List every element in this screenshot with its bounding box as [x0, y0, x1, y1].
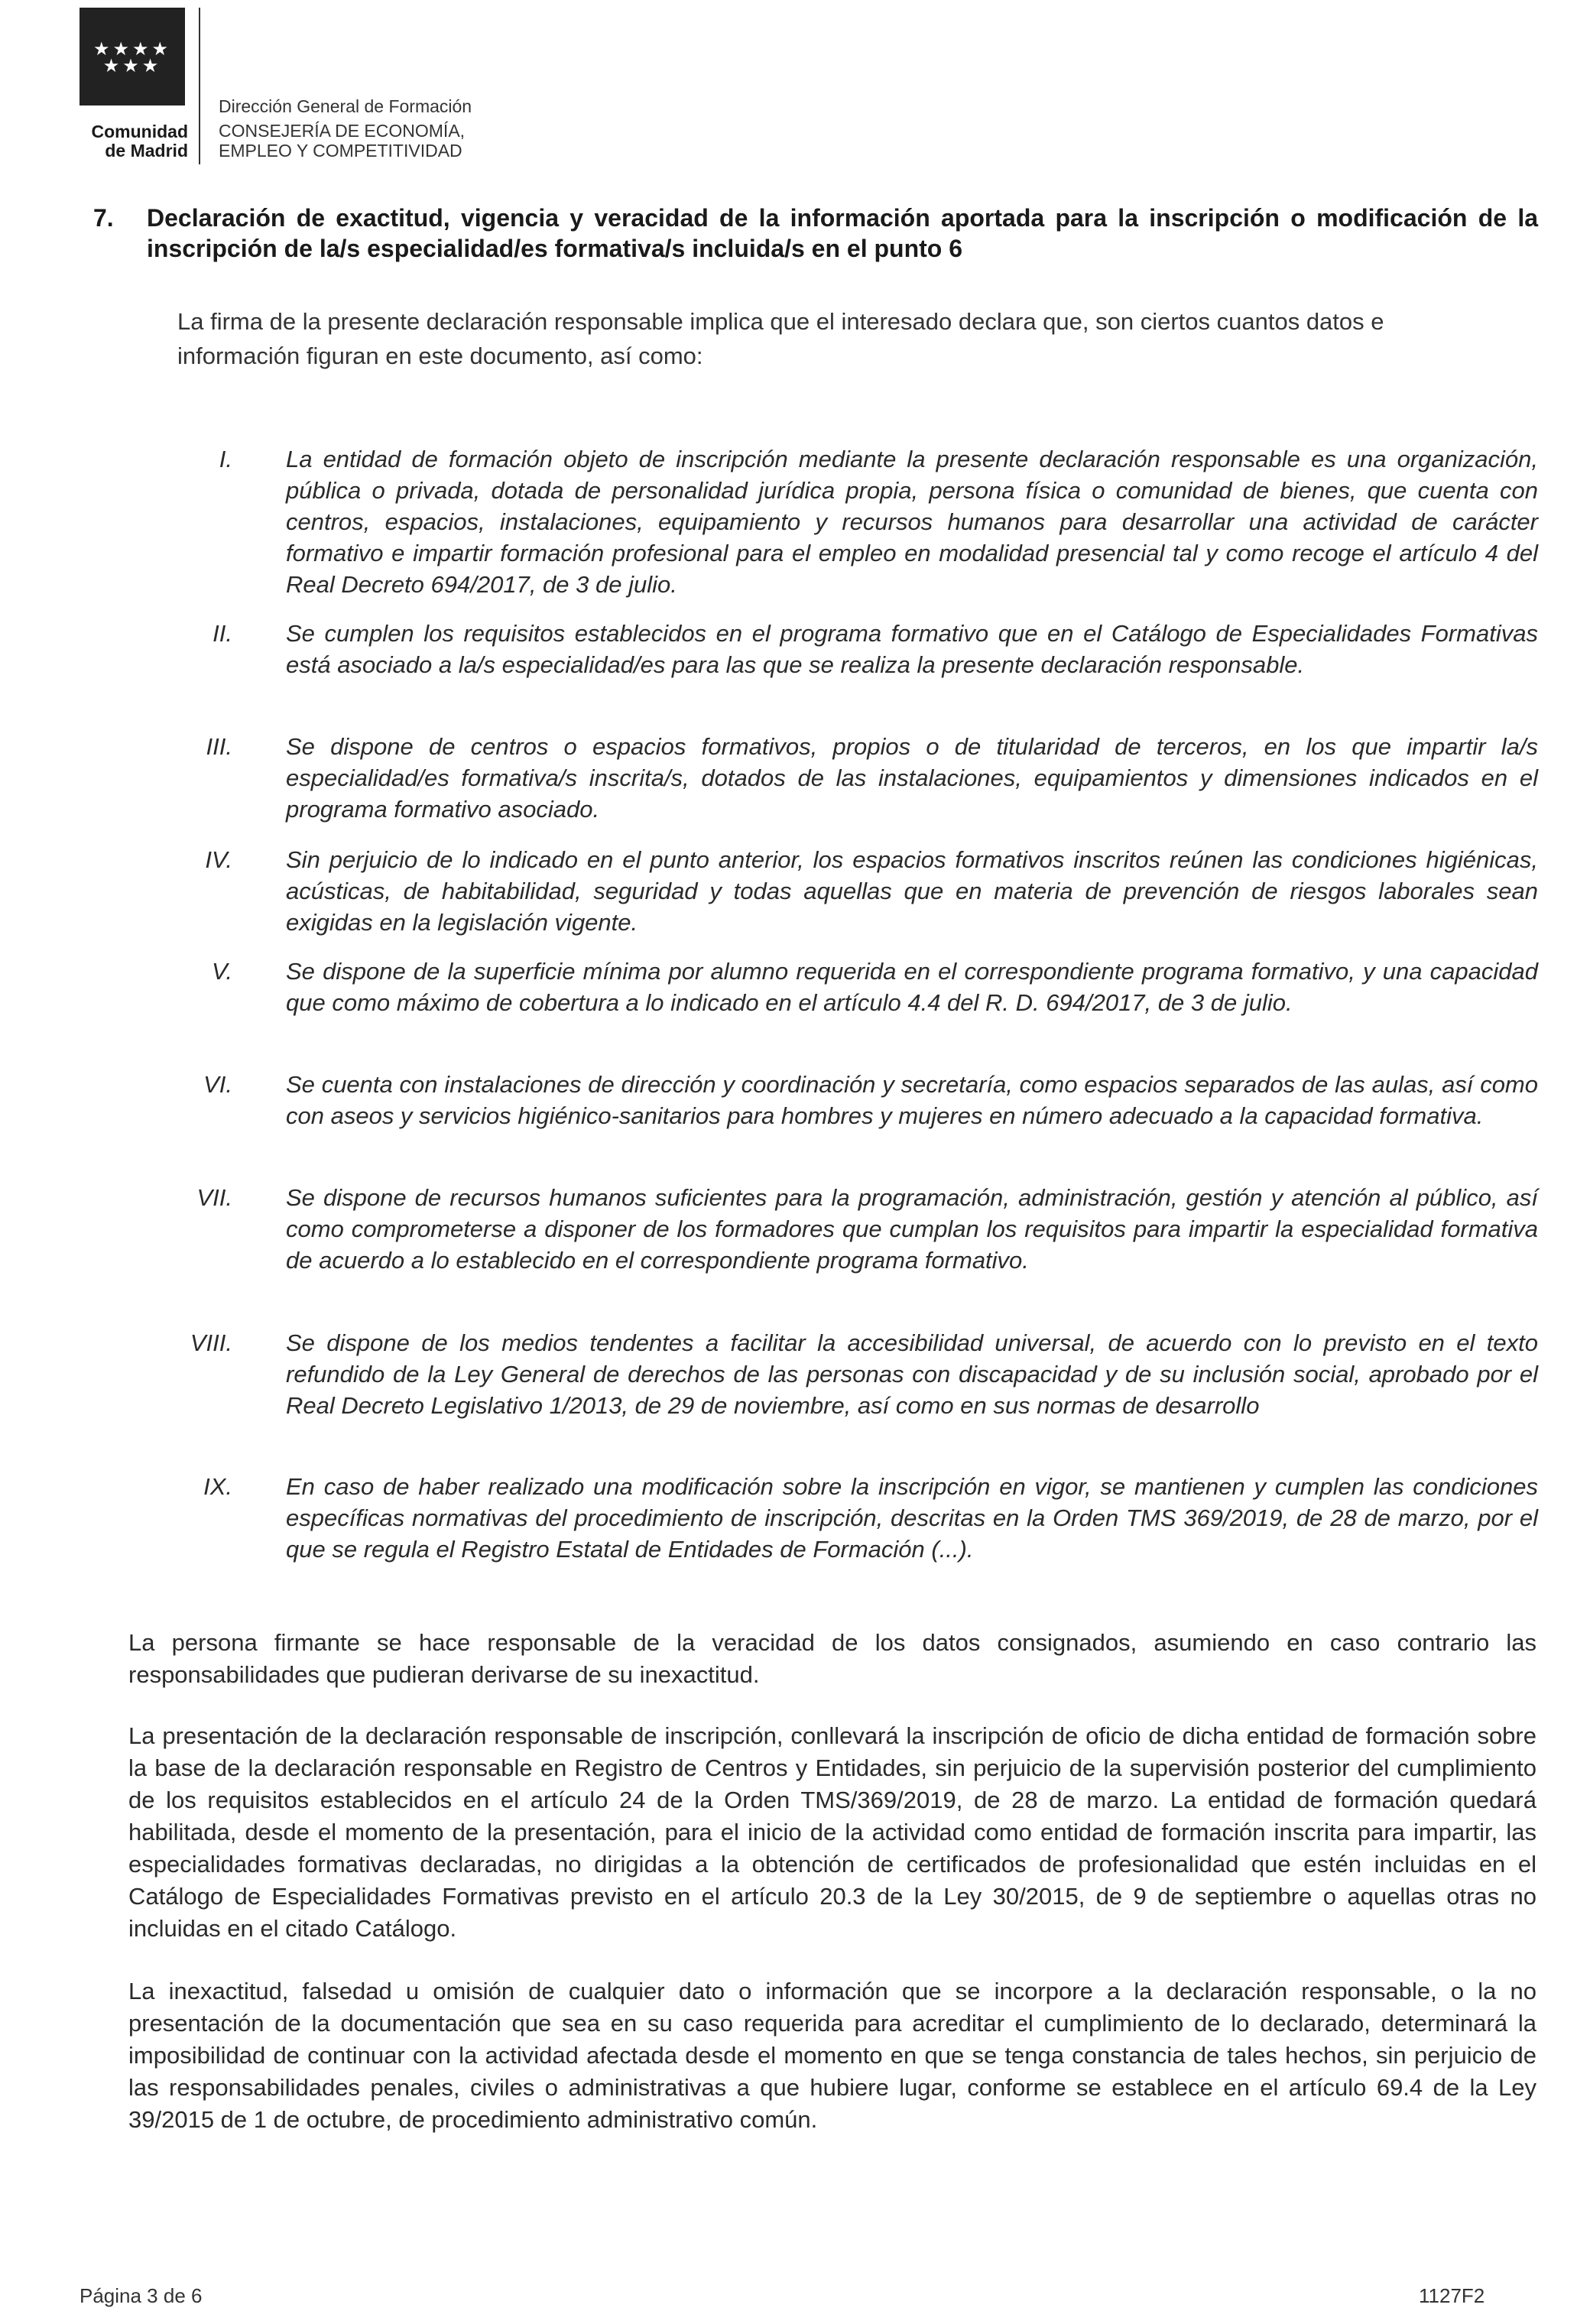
item-text: Sin perjuicio de lo indicado en el punto anterior, los espacios formativos inscritos reúnen las condiciones higiénicas, acústicas, de habitabilidad, seguridad y todas aquellas que en materia de prevención de riesgos laborales sean exigidas en la legislación vigente. [286, 846, 1538, 936]
stars-icon: ★★★★ ★★★ [92, 39, 172, 76]
item-text: En caso de haber realizado una modificación sobre la inscripción en vigor, se mantienen y cumplen las condiciones específicas normativas del procedimiento de inscripción, descritas en la Orden TMS 369/2019, de 28 de marzo, por el que se regula el Registro Estatal de Entidades de Formación (...). [286, 1473, 1538, 1563]
comunidad-madrid-logo [80, 8, 185, 105]
item-text: Se dispone de la superficie mínima por alumno requerida en el correspondiente programa formativo, y una capacidad que como máximo de cobertura a lo indicado en el artículo 4.4 del R. D. 694/2017, de 3 de julio. [286, 958, 1538, 1016]
item-numeral: VI. [203, 1071, 232, 1098]
section-heading [93, 203, 1538, 264]
paragraph-responsibility: La persona firmante se hace responsable de la veracidad de los datos consignados, asumiendo en caso contrario las responsabilidades que pudieran derivarse de su inexactitud. [128, 1629, 1536, 1688]
list-item [177, 443, 1538, 600]
item-numeral: III. [206, 733, 232, 760]
intro-text: La firma de la presente declaración responsable implica que el interesado declara que, son ciertos cuantos datos e información figuran en este documento, así como: [177, 308, 1384, 369]
brand-line-1: Comunidad [91, 122, 188, 141]
list-item [177, 1182, 1538, 1276]
list-item [177, 1327, 1538, 1421]
page-number: Página 3 de 6 [80, 2284, 203, 2307]
item-numeral: VII. [196, 1184, 232, 1211]
org-directorate: Dirección General de Formación [219, 96, 472, 116]
organization-block [219, 96, 472, 161]
header-divider [199, 8, 200, 164]
item-text: La entidad de formación objeto de inscripción mediante la presente declaración responsable es una organización, pública o privada, dotada de personalidad jurídica propia, persona física o comunidad de bienes, que cuenta con centros, espacios, instalaciones, equipamiento y recursos humanos para desarrollar una actividad de carácter formativo e impartir formación profesional para el empleo en modalidad presencial tal y como recoge el artículo 4 del Real Decreto 694/2017, de 3 de julio. [286, 446, 1538, 598]
item-text: Se dispone de centros o espacios formativos, propios o de titularidad de terceros, en los que impartir la/s especialidad/es formativa/s inscrita/s, dotados de las instalaciones, equipamientos y dimensiones indicados en el programa formativo asociado. [286, 733, 1538, 823]
form-code: 1127F2 [1419, 2284, 1485, 2307]
list-item [177, 844, 1538, 938]
list-item [177, 618, 1538, 680]
brand-name [80, 122, 188, 161]
paragraph-registration: La presentación de la declaración responsable de inscripción, conllevará la inscripción de oficio de dicha entidad de formación sobre la base de la declaración responsable en Registro de Centros y Entidades, sin perjuicio de la supervisión posterior del cumplimiento de los requisitos establecidos en el artículo 24 de la Orden TMS/369/2019, de 28 de marzo. La entidad de formación quedará habilitada, desde el momento de la presentación, para el inicio de la actividad como entidad de formación inscrita para impartir, las especialidades formativas declaradas, no dirigidas a la obtención de certificados de profesionalidad que estén incluidas en el Catálogo de Especialidades Formativas previsto en el artículo 20.3 de la Ley 30/2015, de 9 de septiembre o aquellas otras no incluidas en el citado Catálogo. [128, 1722, 1536, 1942]
org-ministry-line-1: CONSEJERÍA DE ECONOMÍA, [219, 121, 466, 141]
list-item [177, 1069, 1538, 1131]
item-numeral: I. [219, 446, 232, 472]
item-numeral: V. [212, 958, 232, 985]
item-numeral: II. [213, 620, 232, 647]
list-item [177, 956, 1538, 1018]
item-text: Se cuenta con instalaciones de dirección y coordinación y secretaría, como espacios separados de las aulas, así como con aseos y servicios higiénico-sanitarios para hombres y mujeres en número adecuado a la capacidad formativa. [286, 1071, 1538, 1129]
section-number: 7. [93, 204, 114, 232]
org-ministry-line-2: EMPLEO Y COMPETITIVIDAD [219, 141, 462, 161]
item-numeral: VIII. [190, 1329, 232, 1356]
list-item [177, 1471, 1538, 1565]
section-title: Declaración de exactitud, vigencia y veracidad de la información aportada para la inscripción o modificación de la inscripción de la/s especialidad/es formativa/s incluida/s en el punto 6 [147, 204, 1538, 262]
item-text: Se cumplen los requisitos establecidos en el programa formativo que en el Catálogo de Especialidades Formativas está asociado a la/s especialidad/es para las que se realiza la presente declaración responsable. [286, 620, 1538, 678]
paragraph-consequences: La inexactitud, falsedad u omisión de cualquier dato o información que se incorpore a la declaración responsable, o la no presentación de la documentación que sea en su caso requerida para acreditar el cumplimiento de lo declarado, determinará la imposibilidad de continuar con la actividad afectada desde el momento en que se tenga constancia de tales hechos, sin perjuicio de las responsabilidades penales, civiles o administrativas a que hubiere lugar, conforme se establece en el artículo 69.4 de la Ley 39/2015 de 1 de octubre, de procedimiento administrativo común. [128, 1978, 1536, 2133]
page-header [80, 8, 615, 168]
brand-line-2: de Madrid [105, 141, 188, 161]
list-item [177, 731, 1538, 825]
item-numeral: IV. [205, 846, 232, 873]
item-numeral: IX. [203, 1473, 232, 1500]
item-text: Se dispone de recursos humanos suficientes para la programación, administración, gestión y atención al público, así como comprometerse a disponer de los formadores que cumplan los requisitos para impartir la especialidad formativa de acuerdo a lo establecido en el correspondiente programa formativo. [286, 1184, 1538, 1274]
item-text: Se dispone de los medios tendentes a facilitar la accesibilidad universal, de acuerdo con lo previsto en el texto refundido de la Ley General de derechos de las personas con discapacidad y de su inclusión social, aprobado por el Real Decreto Legislativo 1/2013, de 29 de noviembre, así como en sus normas de desarrollo [286, 1329, 1538, 1419]
